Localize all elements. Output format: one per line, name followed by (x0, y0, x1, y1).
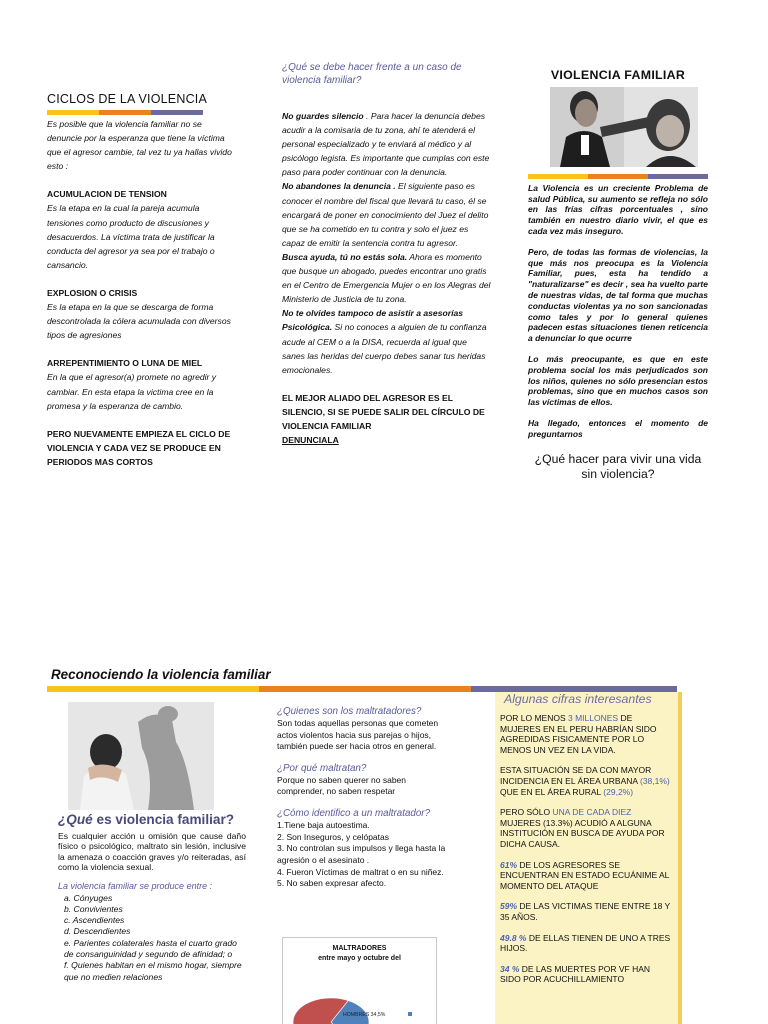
stat-pre: PERO SÓLO (500, 807, 553, 818)
list-item: a. Cónyuges (64, 892, 113, 903)
definition-text: Es cualquier acción u omisión que cause daño físico o psicológico, maltrato sin lesión, inclusive la amenaza o coacción graves y/o reiteradas, así como la violencia sexual. (58, 830, 246, 872)
intro-paragraph: Ha llegado, entonces el momento de preguntarnos (528, 417, 708, 439)
list-item: e. Parientes colaterales hasta el cuarto grado de consanguinidad y segundo de afinidad; o (64, 937, 237, 959)
list-title: La violencia familiar se produce entre : (58, 880, 213, 891)
stat-post: QUE EN EL ÁREA RURAL (500, 786, 604, 797)
yellow-bar (528, 174, 588, 179)
color-bars (528, 174, 708, 179)
purple-bar (648, 174, 708, 179)
abusers-chart (282, 937, 437, 1024)
step-text: . Para hacer la denuncia debes acudir a la comisaria de tu zona, ahí te atenderá el personal especializado y te enviará al médico y al psicólogo legista. Es importante que cumplas con este paso para poder continuar con la denuncia. (282, 111, 490, 178)
list-item: 1.Tiene baja autoestima. (277, 819, 370, 830)
list-item: 3. No controlan sus impulsos y llega hasta la agresión o el asesinato . (277, 843, 446, 866)
what-is-question (58, 812, 246, 829)
stage-heading: ARREPENTIMIENTO O LUNA DE MIEL (47, 358, 203, 369)
list-item: b. Convivientes (64, 903, 123, 914)
abusers-column (277, 706, 447, 890)
section-title: Reconociendo la violencia familiar (51, 667, 271, 682)
pie-group (293, 998, 369, 1024)
stat-post: DE MUJERES EN EL PERU HABRÍAN SIDO AGREDIDAS FISICAMENTE POR LO MENOS UN VEZ EN LA VIDA. (500, 713, 657, 755)
intro-paragraph: Pero, de todas las formas de violencias, la que más nos preocupa es la Violencia Familiar, pues, esta ha tendido a "naturalizarse" es decir , sea ha vuelto parte de nuestras vidas, de tal forma que muchas conductas violentas ya no son sancionadas como tales y por lo general quienes padecen estas situaciones tienen reticencia a denunciar lo que ocurre (528, 246, 708, 344)
yellow-bar (47, 110, 99, 115)
stat-pre: POR LO MENOS (500, 713, 569, 723)
victim-photo (68, 702, 214, 810)
chart-title (283, 944, 436, 964)
stat-item (500, 901, 673, 922)
stage-heading: EXPLOSION O CRISIS (47, 287, 138, 298)
stat-highlight: (29,2%) (603, 786, 634, 797)
stat-pre: ESTA SITUACIÓN SE DA CON MAYOR INCIDENCIA EN EL ÁREA URBANA (500, 765, 652, 786)
what-to-do-closing (282, 391, 492, 447)
intro-paragraph: Lo más preocupante, es que en este problema social los más perjudicados son los niños, quienes no sólo presencian estos problemas, sino que en muchos casos son las víctimas de ellos. (528, 353, 708, 408)
step-item (282, 179, 492, 249)
cycles-closing: PERO NUEVAMENTE EMPIEZA EL CICLO DE VIOLENCIA Y CADA VEZ SE PRODUCE EN PERIODOS MAS CORTOS (47, 428, 231, 467)
stat-item (500, 860, 673, 892)
cycles-column (47, 92, 237, 469)
what-to-do-column (282, 62, 492, 447)
yellow-bar (47, 686, 259, 692)
cycles-intro: Es posible que la violencia familiar no se denuncie por la esperanza que tiene la víctima que el agresor cambie, tal vez tu ya hallas vivido esto : (47, 119, 232, 172)
identify-question: ¿Cómo identifico a un maltratador? (277, 808, 431, 820)
step-bold: No abandones la denuncia . (282, 181, 396, 192)
step-text: Si no conoces a alguien de tu confianza acude al CEM o a la DISA, recuerda al igual que sanes las heridas del cuerpo debes sanar tus heridas emocionales. (282, 322, 487, 375)
stat-highlight: 61% (500, 859, 518, 870)
question-prefix: ¿Qué (58, 812, 93, 827)
identify-list (277, 820, 447, 890)
list-item: 4. Fueron Víctimas de maltrat o en su niñez. (277, 866, 444, 877)
list-item: 2. Son Inseguros, y celópatas (277, 831, 389, 842)
pie-chart (283, 964, 437, 1024)
stat-highlight: 59% (500, 901, 518, 912)
orange-bar (259, 686, 471, 692)
stat-highlight: 49.8 % (500, 932, 527, 943)
step-item (282, 109, 492, 179)
step-bold: No guardes silencio (282, 111, 364, 121)
stats-panel (495, 692, 682, 1024)
chart-subtitle: entre mayo y octubre del (318, 955, 401, 962)
stats-heading: Algunas cifras interesantes (504, 692, 652, 706)
step-bold: Busca ayuda, tú no estás sola. (282, 251, 408, 262)
purple-bar (151, 110, 203, 115)
stat-post: DE LAS MUERTES POR VF HAN SIDO POR ACUCHILLAMIENTO (500, 963, 651, 985)
step-item (282, 250, 492, 306)
orange-bar (588, 174, 648, 179)
stat-highlight: UNA DE CADA DIEZ (552, 807, 632, 818)
list-item: d. Descendientes (64, 926, 131, 937)
stat-post: MUJERES (13.3%) ACUDIÓ A ALGUNA INSTITUCIÓN EN BUSCA DE AYUDA POR DICHA CAUSA. (500, 817, 665, 849)
stat-highlight: 3 MILLONES (568, 713, 619, 723)
abusers-answer: Son todas aquellas personas que cometen actos violentos hacia sus parejas o hijos, también puede ser hacia otros en general. (277, 717, 439, 752)
why-answer: Porque no saben querer no saben comprender, no saben respetar (277, 774, 407, 797)
stat-post: DE ELLAS TIENEN DE UNO A TRES HIJOS. (500, 932, 671, 954)
violence-photo (550, 87, 698, 167)
stat-item (500, 765, 673, 797)
cta-question: ¿Qué hacer para vivir una vida sin violencia? (534, 451, 702, 481)
stat-post: DE LAS VICTIMAS TIENE ENTRE 18 Y 35 AÑOS. (500, 901, 671, 922)
step-bold: No te olvides tampoco de asistir a asesorías Psicológica. (282, 308, 464, 333)
what-is-column (58, 702, 246, 983)
stat-item (500, 933, 673, 954)
cycles-title: CICLOS DE LA VIOLENCIA (47, 92, 208, 106)
why-question: ¿Por qué maltratan? (277, 762, 367, 774)
step-item (282, 306, 492, 376)
step-text: Ahora es momento que busque un abogado, puedes encontrar uno gratis en el Centro de Emergencia Mujer o en los Alegras del Ministerio de Justicia de tu zona. (282, 251, 491, 305)
stage-text: Es la etapa en la cual la pareja acumula tensiones como producto de discusiones y desacuerdos. La víctima trata de justificar la conducta del agresor ya sea por el trabajo o cansancio. (47, 203, 215, 270)
list-item: f. Quienes habitan en el mismo hogar, siempre que no medien relaciones (64, 960, 242, 982)
step-text: El siguiente paso es conocer el nombre del fiscal que llevará tu caso, él se encargará de poner en conocimiento del Juez el delito que se ha cometido en tu contra y solo el juez es capaz de emitir la sentencia contra tu agresor. (282, 181, 489, 248)
stat-highlight: (38,1%) (639, 775, 670, 786)
stage-text: En la que el agresor(a) promete no agredir y cambiar. En esta etapa la victima cree en la promesa y la esperanza de cambio. (47, 372, 217, 411)
stat-item (500, 964, 673, 985)
intro-paragraph: La Violencia es un creciente Problema de salud Pública, su aumento se refleja no sólo en las frías cifras porcentuales , sino también en nuestro diario vivir, el que es cada vez más inseguro. (528, 182, 708, 236)
list-item: c. Ascendientes (64, 915, 125, 926)
list-item: 5. No saben expresar afecto. (277, 878, 387, 889)
question-rest: es violencia familiar? (92, 812, 235, 827)
denunciala-underlined: DENUNCIALA (282, 435, 339, 446)
pie-label-hombres: HOMBRES 34,5% (343, 1012, 386, 1018)
stat-highlight: 34 % (500, 963, 520, 974)
family-violence-column (528, 70, 708, 482)
stage-text: Es la etapa en la que se descarga de forma descontrolada la cólera acumulada con diversos tipos de agresiones (47, 302, 231, 341)
family-violence-title: VIOLENCIA FAMILIAR (550, 68, 686, 82)
stat-post: DE LOS AGRESORES SE ENCUENTRAN EN ESTADO ECUÁNIME AL MOMENTO DEL ATAQUE (500, 859, 670, 891)
closing-text: EL MEJOR ALIADO DEL AGRESOR ES EL SILENCIO, SI SE PUEDE SALIR DEL CÍRCULO DE VIOLENCIA FAMILIAR (282, 392, 485, 431)
stat-item (500, 713, 673, 755)
stage-heading: ACUMULACION DE TENSION (47, 189, 167, 200)
what-to-do-question: ¿Qué se debe hacer frente a un caso de violencia familiar? (282, 62, 462, 86)
relationship-list (58, 893, 246, 983)
color-bars (47, 110, 237, 115)
stat-item (500, 807, 673, 849)
legend-swatch (408, 1012, 412, 1016)
chart-title-text: MALTRADORES (332, 945, 387, 952)
abusers-question: ¿Quienes son los maltratadores? (277, 706, 422, 717)
orange-bar (99, 110, 151, 115)
